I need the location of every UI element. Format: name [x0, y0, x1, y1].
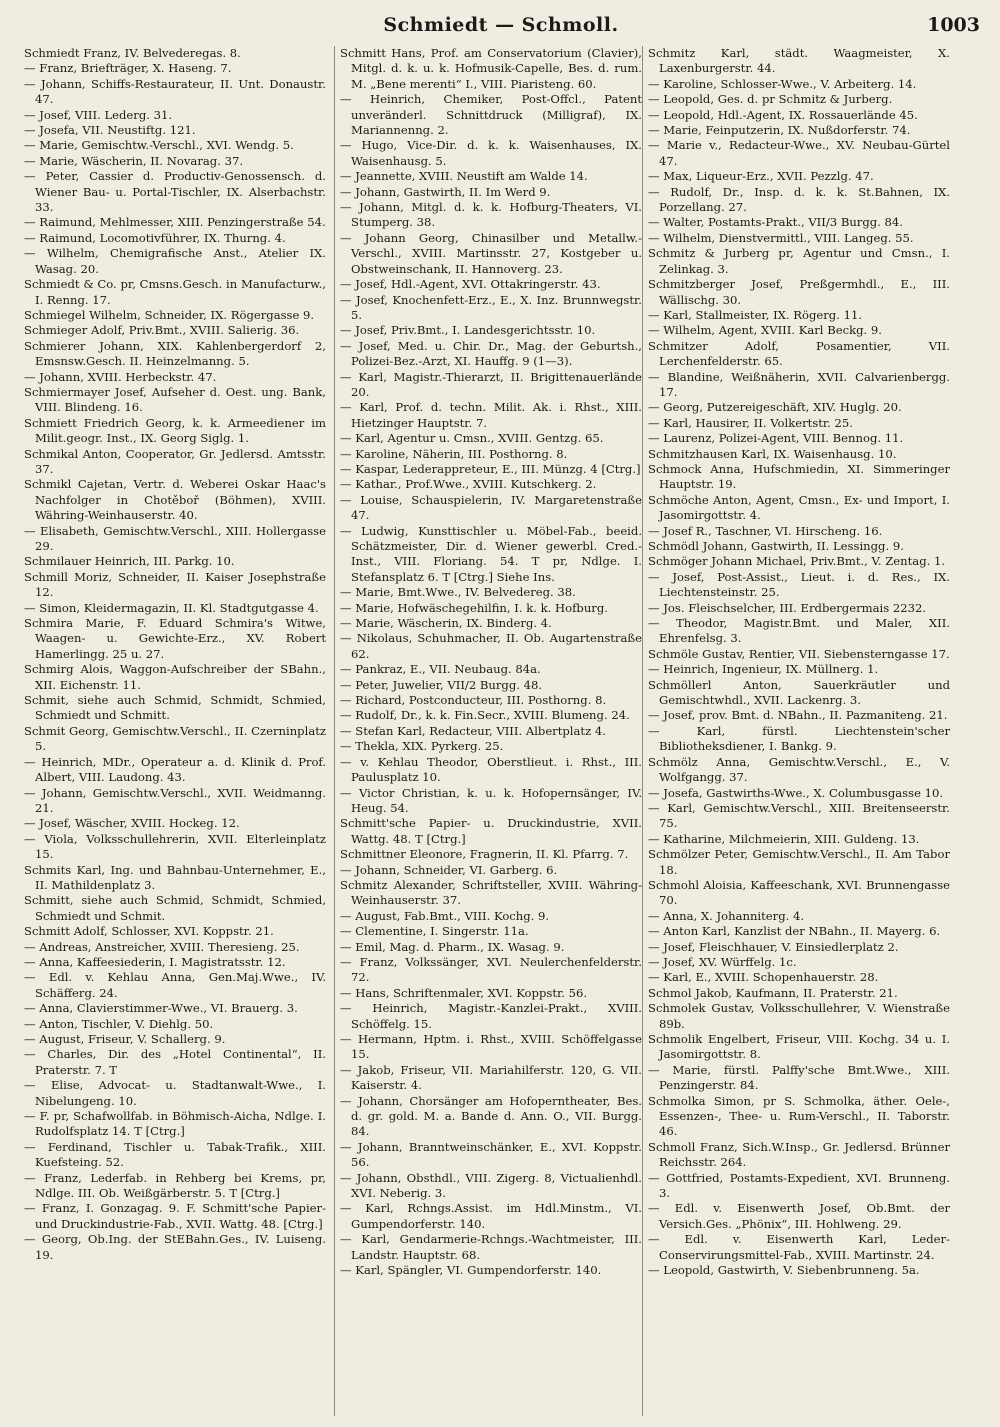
page-header — [22, 12, 980, 42]
directory-entry: — Simon, Kleidermagazin, II. Kl. Stadtgutgasse 4. — [24, 600, 319, 615]
directory-entry: — Josef, Post-Assist., Lieut. i. d. Res., IX. Liechtensteinstr. 25. — [648, 569, 950, 600]
directory-entry: — Johann, Mitgl. d. k. k. Hofburg-Theaters, VI. Stumperg. 38. — [340, 200, 642, 230]
directory-entry: — Raimund, Mehlmesser, XIII. Penzingerstraße 54. — [24, 215, 326, 230]
directory-entry: — Marie, Hofwäschegehilfin, I. k. k. Hofburg. — [340, 600, 608, 615]
directory-entry: — Karl, Hausirer, II. Volkertstr. 25. — [648, 415, 853, 430]
directory-entry: — Josef, Knochenfett-Erz., E., X. Inz. Brunnwegstr. 5. — [340, 292, 642, 322]
directory-entry: Schmöllerl Anton, Sauerkräutler und Gemischtwhdl., XVII. Lackenrg. 3. — [648, 677, 950, 708]
directory-entry: Schmira Marie, F. Eduard Schmira's Witwe, Waagen- u. Gewichte-Erz., XV. Robert Hamerlingg. 25 u. 27. — [24, 616, 326, 661]
directory-entry: — Emil, Mag. d. Pharm., IX. Wasag. 9. — [340, 939, 565, 954]
directory-entry: — Josef, Hdl.-Agent, XVI. Ottakringerstr. 43. — [340, 277, 601, 292]
directory-entry: — Wilhelm, Agent, XVIII. Karl Beckg. 9. — [648, 323, 882, 338]
directory-entry: — Anton, Tischler, V. Diehlg. 50. — [24, 1016, 214, 1031]
directory-entry: — August, Friseur, V. Schallerg. 9. — [24, 1032, 226, 1046]
directory-entry: Schmittner Eleonore, Fragnerin, II. Kl. Pfarrg. 7. — [340, 847, 629, 862]
directory-entry: — Hermann, Hptm. i. Rhst., XVIII. Schöffelgasse 15. — [340, 1032, 642, 1062]
directory-entry: — Josef, prov. Bmt. d. NBahn., II. Pazmaniteng. 21. — [648, 708, 948, 723]
directory-entry: — Anton Karl, Kanzlist der NBahn., II. Mayerg. 6. — [648, 924, 941, 939]
directory-entry: — Marie, Feinputzerin, IX. Nußdorferstr. 74. — [648, 123, 911, 138]
directory-entry: — Kaspar, Lederappreteur, E., III. Münzg. 4 [Ctrg.] — [340, 461, 641, 476]
directory-entry: — Josef, Priv.Bmt., I. Landesgerichtsstr. 10. — [340, 323, 596, 338]
directory-entry: — August, Fab.Bmt., VIII. Kochg. 9. — [340, 908, 550, 923]
directory-entry: — Nikolaus, Schuhmacher, II. Ob. Augartenstraße 62. — [340, 631, 642, 661]
directory-entry: Schmohl Aloisia, Kaffeeschank, XVI. Brunnengasse 70. — [648, 877, 950, 908]
directory-entry: — Karl, E., XVIII. Schopenhauerstr. 28. — [648, 970, 879, 985]
directory-entry: — Marie, Wäscherin, IX. Binderg. 4. — [340, 616, 552, 631]
column-divider — [642, 46, 643, 1416]
directory-entry: — Edl. v. Kehlau Anna, Gen.Maj.Wwe., IV. Schäfferg. 24. — [24, 970, 326, 1000]
directory-entry: — Karl, Stallmeister, IX. Rögerg. 11. — [648, 307, 863, 322]
directory-entry: — Karl, Gemischtw.Verschl., XIII. Breitenseerstr. 75. — [648, 800, 950, 831]
directory-entry: Schmiermayer Josef, Aufseher d. Oest. ung. Bank, VIII. Blindeng. 16. — [24, 384, 326, 415]
directory-entry: — Karl, Agentur u. Cmsn., XVIII. Gentzg. 65. — [340, 431, 604, 446]
directory-entry: — Anna, Clavierstimmer-Wwe., VI. Brauerg. 3. — [24, 1001, 298, 1016]
directory-entry: — Karl, fürstl. Liechtenstein'scher Bibliotheksdiener, I. Bankg. 9. — [648, 723, 950, 754]
directory-entry: — Stefan Karl, Redacteur, VIII. Albertplatz 4. — [340, 723, 606, 738]
directory-entry: Schmill Moriz, Schneider, II. Kaiser Josephstraße 12. — [24, 569, 326, 600]
directory-entry: Schmitzhausen Karl, IX. Waisenhausg. 10. — [648, 446, 897, 461]
directory-entry: Schmitt'sche Papier- u. Druckindustrie, XVII. Wattg. 48. T [Ctrg.] — [340, 816, 642, 846]
directory-entry: Schmierer Johann, XIX. Kahlenbergerdorf 2, Emsnsw.Gesch. II. Heinzelmanng. 5. — [24, 338, 326, 369]
directory-entry: Schmitz Alexander, Schriftsteller, XVIII. Währing-Weinhauserstr. 37. — [340, 877, 642, 908]
directory-entry: Schmit Georg, Gemischtw.Verschl., II. Czerninplatz 5. — [24, 723, 326, 754]
directory-entry: — Josef, Med. u. Chir. Dr., Mag. der Geburtsh., Polizei-Bez.-Arzt, XI. Hauffg. 9 (1—3). — [340, 338, 642, 369]
directory-entry: — Karl, Magistr.-Thierarzt, II. Brigittenauerlände 20. — [340, 369, 642, 399]
directory-entry: — Franz, Volkssänger, XVI. Neulerchenfelderstr. 72. — [340, 954, 642, 985]
directory-entry: — Jos. Fleischselcher, III. Erdbergermais 2232. — [648, 600, 927, 615]
directory-entry: — Franz, I. Gonzagag. 9. F. Schmitt'sche Papier- und Druckindustrie-Fab., XVII. Wattg. 48. [Ctrg.] — [24, 1201, 326, 1231]
directory-entry: — Johann, Schiffs-Restaurateur, II. Unt. Donaustr. 47. — [24, 76, 326, 107]
directory-entry: — Marie, Wäscherin, II. Novarag. 37. — [24, 153, 244, 168]
directory-entry: — Walter, Postamts-Prakt., VII/3 Burgg. 84. — [648, 215, 903, 230]
directory-entry: — Peter, Cassier d. Productiv-Genossensch. d. Wiener Bau- u. Portal-Tischler, IX. Alserbachstr. 33. — [24, 169, 326, 215]
directory-entry: — Franz, Lederfab. in Rehberg bei Krems, pr, Ndlge. III. Ob. Weißgärberstr. 5. T [Ctrg.] — [24, 1170, 326, 1201]
directory-entry: — Karoline, Näherin, III. Posthorng. 8. — [340, 446, 568, 461]
directory-entry: Schmitzberger Josef, Preßgermhdl., E., III. Wällischg. 30. — [648, 277, 950, 307]
directory-entry: — F. pr, Schafwollfab. in Böhmisch-Aicha, Ndlge. I. Rudolfsplatz 14. T [Ctrg.] — [24, 1109, 326, 1139]
directory-entry: — Raimund, Locomotivführer, IX. Thurng. 4. — [24, 230, 286, 245]
directory-entry: Schmöche Anton, Agent, Cmsn., Ex- und Import, I. Jasomirgottstr. 4. — [648, 492, 950, 523]
directory-entry: — Jeannette, XVIII. Neustift am Walde 14. — [340, 169, 588, 184]
directory-entry: — Pankraz, E., VII. Neubaug. 84a. — [340, 662, 541, 677]
directory-entry: — Josef, Wäscher, XVIII. Hockeg. 12. — [24, 816, 240, 831]
column-divider — [334, 46, 335, 1416]
directory-entry: — Heinrich, Ingenieur, IX. Müllnerg. 1. — [648, 662, 879, 677]
directory-entry: — Karoline, Schlosser-Wwe., V. Arbeiterg. 14. — [648, 76, 917, 91]
directory-entry: — Josef, XV. Würffelg. 1c. — [648, 954, 797, 969]
directory-entry: — Leopold, Hdl.-Agent, IX. Rossauerlände 45. — [648, 107, 918, 122]
directory-column-2 — [340, 46, 642, 1416]
directory-entry: Schmits Karl, Ing. und Bahnbau-Unternehmer, E., II. Mathildenplatz 3. — [24, 862, 326, 892]
directory-entry: — Anna, Kaffeesiederin, I. Magistratsstr. 12. — [24, 954, 286, 969]
directory-entry: — Peter, Juwelier, VII/2 Burgg. 48. — [340, 677, 543, 692]
directory-entry: — Josefa, Gastwirths-Wwe., X. Columbusgasse 10. — [648, 785, 944, 800]
directory-entry: — Heinrich, MDr., Operateur a. d. Klinik d. Prof. Albert, VIII. Laudong. 43. — [24, 754, 326, 785]
directory-entry: Schmieger Adolf, Priv.Bmt., XVIII. Salierig. 36. — [24, 323, 300, 338]
directory-entry: Schmirg Alois, Waggon-Aufschreiber der SBahn., XII. Eichenstr. 11. — [24, 662, 326, 692]
directory-entry: — Karl, Prof. d. techn. Milit. Ak. i. Rhst., XIII. Hietzinger Hauptstr. 7. — [340, 400, 642, 430]
directory-entry: Schmölzer Peter, Gemischtw.Verschl., II. Am Tabor 18. — [648, 847, 950, 877]
directory-entry: — Marie, fürstl. Palffy'sche Bmt.Wwe., XIII. Penzingerstr. 84. — [648, 1062, 950, 1093]
directory-column-3 — [648, 46, 950, 1416]
directory-entry: — Laurenz, Polizei-Agent, VIII. Bennog. 11. — [648, 431, 904, 446]
directory-entry: — Karl, Gendarmerie-Rchngs.-Wachtmeister, III. Landstr. Hauptstr. 68. — [340, 1232, 642, 1262]
directory-entry: — Gottfried, Postamts-Expedient, XVI. Brunneng. 3. — [648, 1170, 950, 1201]
directory-entry: — Leopold, Ges. d. pr Schmitz & Jurberg. — [648, 92, 893, 107]
directory-entry: — Louise, Schauspielerin, IV. Margaretenstraße 47. — [340, 492, 642, 523]
directory-entry: — Anna, X. Johanniterg. 4. — [648, 908, 805, 923]
directory-entry: — Kathar., Prof.Wwe., XVIII. Kutschkerg. 2. — [340, 477, 597, 492]
directory-entry: Schmiegel Wilhelm, Schneider, IX. Rögergasse 9. — [24, 307, 315, 322]
directory-entry: — Johann, Chorsänger am Hofoperntheater, Bes. d. gr. gold. M. a. Bande d. Ann. O., VII. Burgg. 84. — [340, 1093, 642, 1139]
directory-entry: Schmit, siehe auch Schmid, Schmidt, Schmied, Schmiedt und Schmitt. — [24, 693, 326, 723]
directory-entry: — Georg, Ob.Ing. der StEBahn.Ges., IV. Luiseng. 19. — [24, 1232, 326, 1262]
directory-entry: — Heinrich, Magistr.-Kanzlei-Prakt., XVIII. Schöffelg. 15. — [340, 1001, 642, 1031]
directory-entry: — Victor Christian, k. u. k. Hofopernsänger, IV. Heug. 54. — [340, 785, 642, 815]
directory-entry: — Jakob, Friseur, VII. Mariahilferstr. 120, G. VII. Kaiserstr. 4. — [340, 1062, 642, 1093]
directory-entry: Schmitt Adolf, Schlosser, XVI. Koppstr. 21. — [24, 924, 274, 939]
directory-entry: Schmödl Johann, Gastwirth, II. Lessingg. 9. — [648, 539, 904, 553]
directory-entry: Schmitt, siehe auch Schmid, Schmidt, Schmied, Schmiedt und Schmit. — [24, 893, 326, 923]
directory-entry: — Katharine, Milchmeierin, XIII. Guldeng. 13. — [648, 831, 920, 846]
directory-entry: Schmölz Anna, Gemischtw.Verschl., E., V. Wolfgangg. 37. — [648, 754, 950, 785]
directory-entry: — Karl, Rchngs.Assist. im Hdl.Minstm., VI. Gumpendorferstr. 140. — [340, 1201, 642, 1231]
directory-entry: Schmolka Simon, pr S. Schmolka, äther. Oele-, Essenzen-, Thee- u. Rum-Verschl., II. Taborstr. 46. — [648, 1093, 950, 1139]
directory-entry: Schmitz & Jurberg pr, Agentur und Cmsn., I. Zelinkag. 3. — [648, 246, 950, 276]
directory-entry: Schmikal Anton, Cooperator, Gr. Jedlersd. Amtsstr. 37. — [24, 446, 326, 476]
directory-entry: — Hugo, Vice-Dir. d. k. k. Waisenhauses, IX. Waisenhausg. 5. — [340, 138, 642, 168]
directory-entry: — Johann, Branntweinschänker, E., XVI. Koppstr. 56. — [340, 1139, 642, 1170]
directory-entry: — Rudolf, Dr., k. k. Fin.Secr., XVIII. Blumeng. 24. — [340, 708, 630, 723]
directory-entry: — Marie v., Redacteur-Wwe., XV. Neubau-Gürtel 47. — [648, 138, 950, 168]
page-number: 1003 — [927, 14, 980, 36]
directory-entry: — Johann, Obsthdl., VIII. Zigerg. 8, Victualienhdl. XVI. Neberig. 3. — [340, 1170, 642, 1201]
directory-entry: — Karl, Spängler, VI. Gumpendorferstr. 140. — [340, 1263, 602, 1278]
directory-entry: — Franz, Briefträger, X. Haseng. 7. — [24, 61, 232, 76]
directory-entry: — Elisabeth, Gemischtw.Verschl., XIII. Hollergasse 29. — [24, 523, 326, 553]
page-title: Schmiedt — Schmoll. — [383, 14, 619, 36]
directory-entry: Schmilauer Heinrich, III. Parkg. 10. — [24, 554, 235, 569]
directory-entry: Schmöger Johann Michael, Priv.Bmt., V. Zentag. 1. — [648, 554, 946, 569]
directory-entry: Schmolik Engelbert, Friseur, VIII. Kochg. 34 u. I. Jasomirgottstr. 8. — [648, 1032, 950, 1062]
directory-entry: — Johann, Gemischtw.Verschl., XVII. Weidmanng. 21. — [24, 785, 326, 815]
directory-entry: Schmiedt Franz, IV. Belvederegas. 8. — [24, 46, 241, 60]
directory-entry: — Ludwig, Kunsttischler u. Möbel-Fab., beeid. Schätzmeister, Dir. d. Wiener gewerbl. Cred.-Inst., VIII. Floriang. 54. T pr, Ndlge. I. Stefansplatz 6. T [Ctrg.] Siehe Ins. — [340, 523, 642, 584]
directory-entry: — Thekla, XIX. Pyrkerg. 25. — [340, 739, 504, 754]
directory-entry: — Wilhelm, Dienstvermittl., VIII. Langeg. 55. — [648, 230, 914, 245]
directory-entry: Schmitt Hans, Prof. am Conservatorium (Clavier), Mitgl. d. k. u. k. Hofmusik-Capelle, Bes. d. rum. M. „Bene merenti“ I., VIII. Piaristeng. 60. — [340, 46, 642, 91]
directory-entry: — Marie, Bmt.Wwe., IV. Belvedereg. 38. — [340, 585, 576, 600]
directory-entry: — Josefa, VII. Neustiftg. 121. — [24, 123, 196, 138]
directory-entry: — Viola, Volksschullehrerin, XVII. Elterleinplatz 15. — [24, 831, 326, 862]
directory-entry: — Edl. v. Eisenwerth Karl, Leder-Conservirungsmittel-Fab., XVIII. Martinstr. 24. — [648, 1232, 950, 1262]
directory-entry: — Charles, Dir. des „Hotel Continental“, II. Praterstr. 7. T — [24, 1047, 326, 1077]
directory-entry: — Rudolf, Dr., Insp. d. k. k. St.Bahnen, IX. Porzellang. 27. — [648, 184, 950, 215]
directory-entry: Schmoll Franz, Sich.W.Insp., Gr. Jedlersd. Brünner Reichsstr. 264. — [648, 1139, 950, 1170]
directory-entry: — Johann Georg, Chinasilber und Metallw.-Verschl., XVIII. Martinsstr. 27, Kostgeber u. Obstweinschank, II. Hannoverg. 23. — [340, 230, 642, 276]
directory-entry: Schmikl Cajetan, Vertr. d. Weberei Oskar Haac's Nachfolger in Chotěboř (Böhmen), XVIII. Währing-Weinhauserstr. 40. — [24, 477, 326, 523]
directory-entry: — Richard, Postconducteur, III. Posthorng. 8. — [340, 693, 607, 708]
directory-entry: — Theodor, Magistr.Bmt. und Maler, XII. Ehrenfelsg. 3. — [648, 616, 950, 646]
directory-entry: — Georg, Putzereigeschäft, XIV. Huglg. 20. — [648, 400, 902, 415]
directory-entry: — Johann, XVIII. Herbeckstr. 47. — [24, 369, 217, 384]
directory-entry: Schmitz Karl, städt. Waagmeister, X. Laxenburgerstr. 44. — [648, 46, 950, 76]
directory-entry: Schmitzer Adolf, Posamentier, VII. Lerchenfelderstr. 65. — [648, 338, 950, 369]
directory-entry: — Ferdinand, Tischler u. Tabak-Trafik., XIII. Kuefsteing. 52. — [24, 1139, 326, 1170]
directory-entry: — Heinrich, Chemiker, Post-Offcl., Patent unveränderl. Schnittdruck (Milligraf), IX. Mariannenng. 2. — [340, 92, 642, 138]
directory-entry: — Wilhelm, Chemigrafische Anst., Atelier IX. Wasag. 20. — [24, 246, 326, 276]
directory-entry: — Max, Liqueur-Erz., XVII. Pezzlg. 47. — [648, 169, 874, 184]
directory-entry: — v. Kehlau Theodor, Oberstlieut. i. Rhst., III. Paulusplatz 10. — [340, 754, 642, 785]
directory-entry: — Andreas, Anstreicher, XVIII. Theresieng. 25. — [24, 939, 300, 954]
directory-entry: Schmiedt & Co. pr, Cmsns.Gesch. in Manufacturw., I. Renng. 17. — [24, 277, 326, 307]
directory-entry: Schmöle Gustav, Rentier, VII. Siebensterngasse 17. — [648, 646, 950, 661]
directory-entry: — Hans, Schriftenmaler, XVI. Koppstr. 56. — [340, 985, 588, 1000]
directory-entry: — Johann, Gastwirth, II. Im Werd 9. — [340, 184, 551, 199]
directory-entry: — Josef, Fleischhauer, V. Einsiedlerplatz 2. — [648, 939, 899, 954]
directory-entry: — Marie, Gemischtw.-Verschl., XVI. Wendg. 5. — [24, 138, 294, 153]
directory-entry: — Josef R., Taschner, VI. Hirscheng. 16. — [648, 523, 883, 538]
directory-entry: — Clementine, I. Singerstr. 11a. — [340, 924, 529, 939]
directory-column-1 — [24, 46, 326, 1416]
directory-entry: — Edl. v. Eisenwerth Josef, Ob.Bmt. der Versich.Ges. „Phönix“, III. Hohlweng. 29. — [648, 1201, 950, 1231]
directory-entry: — Johann, Schneider, VI. Garberg. 6. — [340, 862, 558, 877]
directory-entry: Schmol Jakob, Kaufmann, II. Praterstr. 21. — [648, 985, 898, 1000]
directory-entry: — Josef, VIII. Lederg. 31. — [24, 107, 173, 122]
directory-entry: — Leopold, Gastwirth, V. Siebenbrunneng. 5a. — [648, 1263, 920, 1278]
directory-entry: Schmolek Gustav, Volksschullehrer, V. Wienstraße 89b. — [648, 1001, 950, 1031]
directory-entry: Schmock Anna, Hufschmiedin, XI. Simmeringer Hauptstr. 19. — [648, 461, 950, 492]
directory-entry: Schmiett Friedrich Georg, k. k. Armeediener im Milit.geogr. Inst., IX. Georg Siglg. 1. — [24, 415, 326, 446]
directory-entry: — Elise, Advocat- u. Stadtanwalt-Wwe., I. Nibelungeng. 10. — [24, 1078, 326, 1108]
directory-entry: — Blandine, Weißnäherin, XVII. Calvarienbergg. 17. — [648, 369, 950, 399]
